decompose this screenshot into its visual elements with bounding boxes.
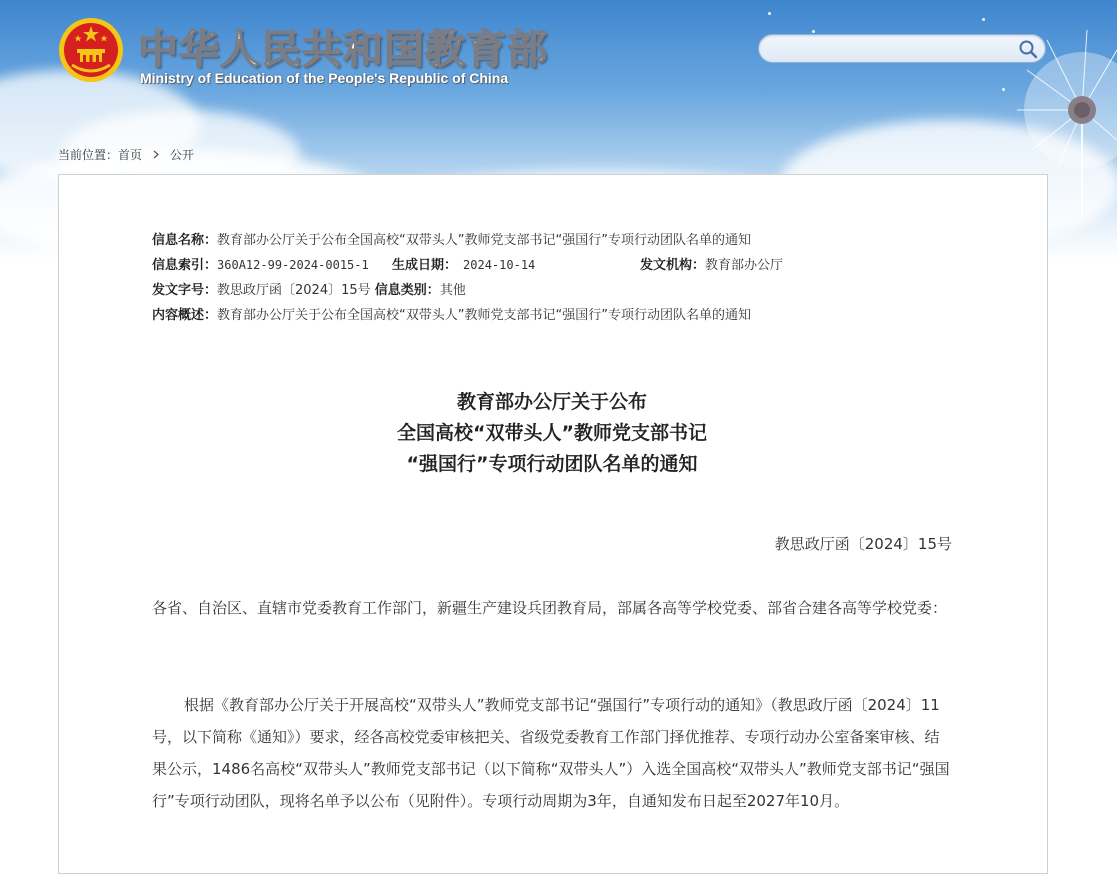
search-input[interactable]: [773, 39, 1007, 61]
meta-index-label: 信息索引：: [152, 258, 218, 273]
site-subtitle: Ministry of Education of the People's Republic of China: [140, 70, 509, 86]
document-paragraph-body: 根据《教育部办公厅关于开展高校“双带头人”教师党支部书记“强国行”专项行动的通知》（教思政厅函〔2024〕11号，以下简称《通知》）要求，经各高校党委审核把关、省级党委教育工作部门择优推荐、专项行动办公室备案审核、结果公示，1486名高校“双带头人”教师党支部书记（以下简称“双带头人”）入选全国高校“双带头人”教师党支部书记“强国行”专项行动团队，现将名单予以公布（见附件）。专项行动周期为3年，自通知发布日起至2027年10月。: [152, 696, 950, 810]
meta-name-label: 信息名称：: [152, 233, 218, 248]
meta-index-value: 360A12-99-2024-0015-1: [217, 258, 369, 272]
meta-date-value: 2024-10-14: [463, 258, 536, 272]
document-title-line: “强国行”专项行动团队名单的通知: [406, 453, 698, 475]
meta-issuer-value: 教育部办公厅: [705, 258, 784, 273]
meta-summary-row: [152, 304, 751, 323]
search-icon: [1017, 38, 1039, 60]
document-number: 教思政厅函〔2024〕15号: [774, 535, 952, 553]
meta-category-value: 其他: [439, 283, 466, 298]
meta-name-value: 教育部办公厅关于公布全国高校“双带头人”教师党支部书记“强国行”专项行动团队名单的通知: [217, 233, 751, 248]
meta-docno-label: 发文字号：: [152, 283, 218, 298]
breadcrumb-home-link[interactable]: 首页: [118, 148, 143, 162]
breadcrumb-current-link[interactable]: 公开: [170, 148, 195, 162]
document-title-line: 教育部办公厅关于公布: [456, 391, 647, 413]
search-box: [758, 34, 1046, 63]
search-button[interactable]: [1017, 38, 1039, 60]
meta-summary-value: 教育部办公厅关于公布全国高校“双带头人”教师党支部书记“强国行”专项行动团队名单的通知: [217, 308, 751, 323]
document-title-line: 全国高校“双带头人”教师党支部书记: [397, 422, 707, 444]
breadcrumb-prefix: 当前位置：: [58, 148, 119, 162]
national-emblem-icon[interactable]: [58, 17, 124, 83]
meta-category-label: 信息类别：: [374, 283, 440, 298]
meta-issuer-label: 发文机构：: [640, 258, 706, 273]
document-paragraph-addressee: 各省、自治区、直辖市党委教育工作部门，新疆生产建设兵团教育局，部属各高等学校党委、部省合建各高等学校党委：: [152, 599, 948, 617]
meta-docno-row: [152, 279, 466, 298]
meta-date-label: 生成日期：: [392, 258, 458, 273]
document-title: [152, 387, 952, 480]
chevron-right-icon: [152, 148, 160, 162]
site-title[interactable]: 中华人民共和国教育部: [138, 27, 548, 73]
meta-summary-label: 内容概述：: [152, 308, 218, 323]
meta-docno-value: 教思政厅函〔2024〕15号: [217, 283, 371, 298]
meta-name-row: [152, 229, 751, 248]
breadcrumb: [58, 146, 194, 163]
